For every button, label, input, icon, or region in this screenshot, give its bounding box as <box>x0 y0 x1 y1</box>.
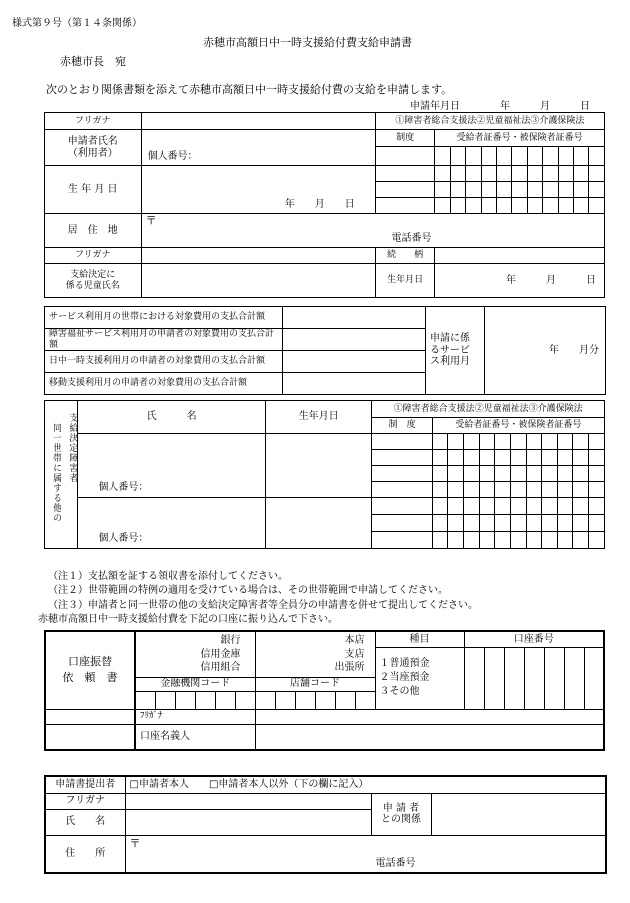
household-name-header: 氏 名 <box>78 401 266 434</box>
household-member-1[interactable]: 個人番号： <box>78 434 266 498</box>
submitter-table <box>44 775 607 874</box>
household-side-label-2: 支給決定障害者 <box>61 401 78 549</box>
household-birth-header: 生年月日 <box>266 401 372 434</box>
cost-value[interactable] <box>283 351 426 373</box>
household-birth-2[interactable] <box>266 498 372 549</box>
form-number: 様式第９号（第１４条関係） <box>12 18 142 29</box>
application-date: 申請年月日 年 月 日 <box>410 101 590 112</box>
service-month-value[interactable]: 年 月分 <box>485 307 606 395</box>
transfer-note: 赤穂市高額日中一時支援給付費を下記の口座に振り込んで下さい。 <box>38 613 338 625</box>
form-title: 赤穂市高額日中一時支援給付費支給申請書 <box>203 36 412 49</box>
seido-header: 制度 <box>375 130 435 147</box>
phone-label: 電話番号 <box>391 233 432 244</box>
holder-field[interactable] <box>255 724 604 750</box>
submitter-relation-field[interactable] <box>431 793 606 835</box>
submitter-address-label: 住 所 <box>45 835 125 873</box>
cost-row-label: 移動支援利用月の申請者の対象費用の支払合計額 <box>45 373 283 395</box>
birth-label: 生 年 月 日 <box>45 166 142 214</box>
relation-field[interactable] <box>435 248 605 264</box>
cert-header: 受給者証番号・被保険者証番号 <box>435 130 605 147</box>
child-name-field[interactable] <box>141 264 375 298</box>
relation-label: 続 柄 <box>375 248 435 264</box>
holder-furigana-field[interactable] <box>255 709 604 724</box>
submitter-postal-mark: 〒 <box>129 836 141 850</box>
bank-label: 口座振替 依 頼 書 <box>45 631 135 709</box>
law-header: ①障害者総合支援法②児童福祉法③介護保険法 <box>375 113 604 130</box>
submitter-address-field[interactable] <box>125 835 606 873</box>
note-1: （注１）支払額を証する領収書を添付してください。 <box>48 571 288 582</box>
household-birth-1[interactable] <box>266 434 372 498</box>
household-member-2[interactable]: 個人番号： <box>78 498 266 549</box>
household-side-label: 同一世帯に属する他の <box>45 401 62 549</box>
service-month-label: 申請に係 るサービ ス利用月 <box>426 307 485 395</box>
address-field[interactable] <box>141 214 604 248</box>
bank-code-digit[interactable] <box>135 691 155 709</box>
applicant-table <box>44 112 605 298</box>
address-label: 居 住 地 <box>45 214 142 248</box>
household-table <box>44 400 605 549</box>
submitter-name-field[interactable] <box>125 809 371 835</box>
cost-table <box>44 306 606 395</box>
cost-value[interactable] <box>283 329 426 351</box>
submitter-phone-label: 電話番号 <box>375 857 416 869</box>
addressee: 赤穂市長 宛 <box>60 55 126 68</box>
bank-table <box>44 630 605 751</box>
intro-text: 次のとおり関係書類を添えて赤穂市高額日中一時支援給付費の支給を申請します。 <box>46 83 453 96</box>
cost-value[interactable] <box>283 373 426 395</box>
submitter-label: 申請書提出者 <box>45 776 125 793</box>
child-name-label: 支給決定に 係る児童氏名 <box>45 264 142 298</box>
branch-code-digit[interactable] <box>255 691 275 709</box>
bank-types[interactable]: 銀行 信用金庫 信用組合 <box>135 631 255 677</box>
account-kinds[interactable]: １普通預金 ２当座預金 ３その他 <box>375 647 464 709</box>
notes <box>38 570 478 627</box>
cost-row-label: 日中一時支援利用月の申請者の対象費用の支払合計額 <box>45 351 283 373</box>
kind-header: 種目 <box>375 631 464 647</box>
furigana-field[interactable] <box>141 113 375 130</box>
postal-mark: 〒 <box>145 214 157 227</box>
submitter-options[interactable]: □申請者本人 □申請者本人以外（下の欄に記入） <box>125 776 606 793</box>
child-birth-label: 生年月日 <box>375 264 435 298</box>
birth-date-field[interactable]: 年 月 日 <box>141 166 375 214</box>
account-number-header: 口座番号 <box>464 631 604 647</box>
holder-label: 口座名義人 <box>135 724 255 750</box>
child-birth-field[interactable]: 年 月 日 <box>435 264 605 298</box>
holder-furigana-label: ﾌﾘｶﾞﾅ <box>135 709 255 724</box>
furigana-label: フリガナ <box>45 113 142 130</box>
branch-types[interactable]: 本店 支店 出張所 <box>255 631 375 677</box>
submitter-name-label: 氏 名 <box>45 809 125 835</box>
note-2: （注２）世帯範囲の特例の適用を受けている場合は、その世帯範囲で申請してください。 <box>48 585 448 597</box>
cost-row-label: サービス利用月の世帯における対象費用の支払合計額 <box>45 307 283 329</box>
bank-code-label: 金融機関コード <box>135 677 255 691</box>
applicant-mynumber[interactable]: 個人番号： <box>141 130 375 166</box>
submitter-furigana-field[interactable] <box>125 793 371 809</box>
submitter-furigana-label: フリガナ <box>45 793 125 809</box>
child-furigana-field[interactable] <box>141 248 375 264</box>
cost-value[interactable] <box>283 307 426 329</box>
submitter-relation-label: 申 請 者 との関係 <box>371 793 431 835</box>
household-cert-header: 受給者証番号・被保険者証番号 <box>432 418 604 434</box>
child-furigana-label: フリガナ <box>45 248 142 264</box>
household-law-header: ①障害者総合支援法②児童福祉法③介護保険法 <box>372 401 605 418</box>
branch-code-label: 店舗コード <box>255 677 375 691</box>
household-seido-header: 制 度 <box>372 418 432 434</box>
seido-cell[interactable] <box>375 147 435 166</box>
note-3: （注３）申請者と同一世帯の他の支給決定障害者等全員分の申請書を併せて提出してください。 <box>48 599 478 611</box>
cost-row-label: 障害福祉サービス利用月の申請者の対象費用の支払合計額 <box>45 329 283 351</box>
applicant-name-label: 申請者氏名 （利用者） <box>45 130 142 166</box>
